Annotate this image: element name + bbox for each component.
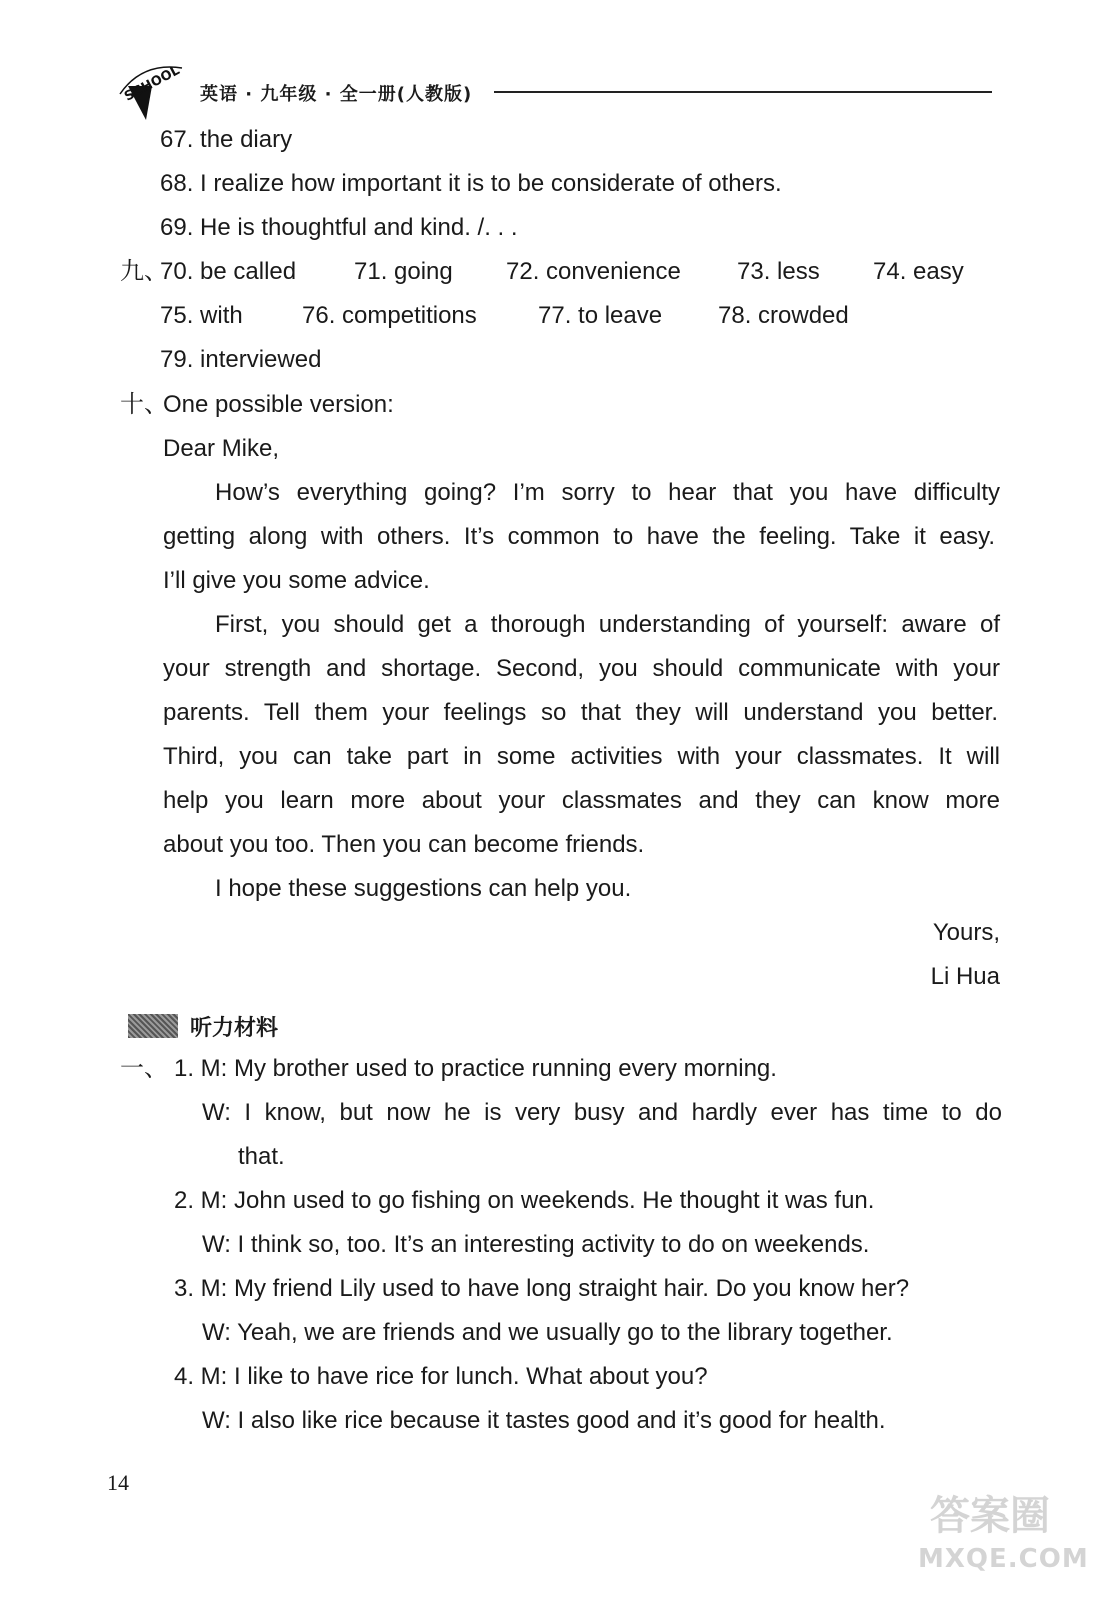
answer-74: 74. easy <box>873 258 964 285</box>
section-bar-icon <box>128 1014 178 1038</box>
answer-68: 68. I realize how important it is to be considerate of others. <box>160 170 782 197</box>
essay-line: parents. Tell them your feelings so that they will understand you better. <box>163 699 998 726</box>
essay-line: your strength and shortage. Second, you should communicate with your <box>163 655 1000 682</box>
watermark-logo: 答案圈 <box>930 1493 1050 1539</box>
essay-line: First, you should get a thorough understanding of yourself: aware of <box>215 611 1000 638</box>
answer-76: 76. competitions <box>302 302 477 329</box>
dialogue-line: 2. M: John used to go fishing on weekends. He thought it was fun. <box>174 1187 875 1214</box>
dialogue-line: W: Yeah, we are friends and we usually go to the library together. <box>202 1319 893 1346</box>
answer-75: 75. with <box>160 302 243 329</box>
essay-line: How’s everything going? I’m sorry to hear that you have difficulty <box>215 479 1000 506</box>
dialogue-line: 3. M: My friend Lily used to have long straight hair. Do you know her? <box>174 1275 910 1302</box>
essay-line: help you learn more about your classmates and they can know more <box>163 787 1000 814</box>
answer-79: 79. interviewed <box>160 346 322 373</box>
section-9-marker: 九、 <box>120 258 168 285</box>
dialogue-line: W: I think so, too. It’s an interesting activity to do on weekends. <box>202 1231 870 1258</box>
school-logo-icon <box>112 58 188 124</box>
answer-73: 73. less <box>737 258 820 285</box>
answer-78: 78. crowded <box>718 302 849 329</box>
dialogue-line: W: I know, but now he is very busy and hardly ever has time to do <box>202 1099 1002 1126</box>
answer-69: 69. He is thoughtful and kind. /. . . <box>160 214 518 241</box>
answer-70: 70. be called <box>160 258 297 285</box>
page-number: 14 <box>107 1470 129 1495</box>
answer-71: 71. going <box>354 258 453 285</box>
dialogue-line: 1. M: My brother used to practice running every morning. <box>174 1055 777 1082</box>
essay-line: I’ll give you some advice. <box>163 567 430 594</box>
header-title: 英语 · 九年级 · 全一册(人教版) <box>200 84 473 105</box>
essay-line: about you too. Then you can become friends. <box>163 831 645 858</box>
essay-closing: Yours, <box>932 919 1000 946</box>
section-10-marker: 十、 <box>120 391 168 418</box>
answer-72: 72. convenience <box>506 258 681 285</box>
essay-line: Third, you can take part in some activities with your classmates. It will <box>163 743 1000 770</box>
watermark-url: MXQE.COM <box>918 1544 1089 1574</box>
dialogue-line: that. <box>238 1143 285 1170</box>
essay-signature: Li Hua <box>930 963 1000 990</box>
answer-77: 77. to leave <box>538 302 663 329</box>
essay-intro: One possible version: <box>163 391 394 418</box>
answer-67: 67. the diary <box>160 126 293 153</box>
dialogue-line: W: I also like rice because it tastes good and it’s good for health. <box>202 1407 886 1434</box>
listening-title: 听力材料 <box>190 1016 279 1041</box>
essay-line: getting along with others. It’s common to have the feeling. Take it easy. <box>163 523 995 550</box>
listening-marker: 一、 <box>120 1055 168 1082</box>
essay-greeting: Dear Mike, <box>163 435 280 462</box>
svg-text:SCHOOL: SCHOOL <box>122 63 183 105</box>
header-rule <box>494 91 992 93</box>
dialogue-line: 4. M: I like to have rice for lunch. What about you? <box>174 1363 708 1390</box>
essay-line: I hope these suggestions can help you. <box>215 875 632 902</box>
